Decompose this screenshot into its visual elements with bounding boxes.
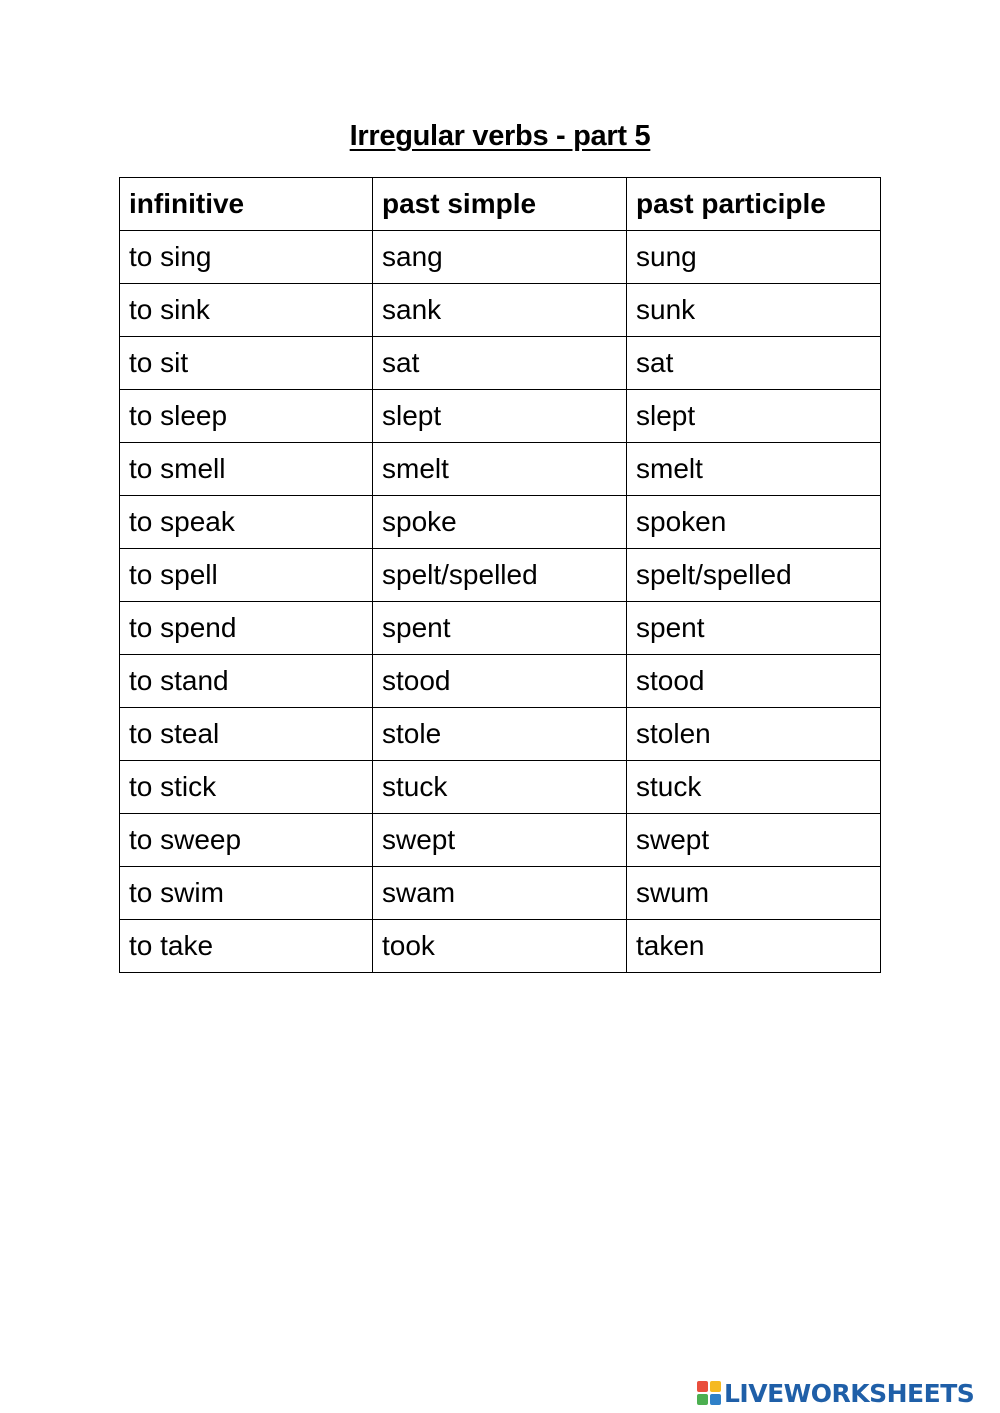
table-row [120,549,881,602]
past-participle-cell: swum [627,867,881,920]
past-participle-cell: swept [627,814,881,867]
infinitive-cell: to spell [120,549,373,602]
table-row [120,284,881,337]
table-row [120,867,881,920]
past-participle-cell: stood [627,655,881,708]
infinitive-cell: to stand [120,655,373,708]
past-simple-cell: took [373,920,627,973]
table-row [120,496,881,549]
infinitive-cell: to steal [120,708,373,761]
past-simple-cell: stood [373,655,627,708]
past-participle-cell: sunk [627,284,881,337]
infinitive-cell: to sink [120,284,373,337]
infinitive-cell: to sing [120,231,373,284]
past-simple-cell: spelt/spelled [373,549,627,602]
infinitive-cell: to sit [120,337,373,390]
logo-square [710,1381,721,1392]
infinitive-cell: to speak [120,496,373,549]
past-simple-cell: spent [373,602,627,655]
logo-square [697,1394,708,1405]
past-participle-cell: sung [627,231,881,284]
table-row [120,761,881,814]
infinitive-cell: to swim [120,867,373,920]
header-past-participle: past participle [627,178,881,231]
past-simple-cell: stole [373,708,627,761]
past-participle-cell: spoken [627,496,881,549]
past-participle-cell: smelt [627,443,881,496]
infinitive-cell: to take [120,920,373,973]
table-row [120,231,881,284]
page-title: Irregular verbs - part 5 [349,120,651,152]
logo-square [710,1394,721,1405]
past-participle-cell: spent [627,602,881,655]
table-row [120,443,881,496]
table-row [120,814,881,867]
past-simple-cell: stuck [373,761,627,814]
infinitive-cell: to spend [120,602,373,655]
infinitive-cell: to smell [120,443,373,496]
header-infinitive: infinitive [120,178,373,231]
infinitive-cell: to sleep [120,390,373,443]
past-simple-cell: swam [373,867,627,920]
table-row [120,708,881,761]
table-row [120,602,881,655]
table-row [120,920,881,973]
table-row [120,655,881,708]
table-row [120,390,881,443]
past-simple-cell: swept [373,814,627,867]
liveworksheets-watermark [697,1378,974,1408]
past-simple-cell: smelt [373,443,627,496]
header-past-simple: past simple [373,178,627,231]
past-participle-cell: spelt/spelled [627,549,881,602]
past-simple-cell: spoke [373,496,627,549]
past-participle-cell: slept [627,390,881,443]
past-simple-cell: sat [373,337,627,390]
table-header-row [120,178,881,231]
verb-table [119,177,881,973]
infinitive-cell: to stick [120,761,373,814]
past-participle-cell: taken [627,920,881,973]
past-participle-cell: sat [627,337,881,390]
watermark-text: LIVEWORKSHEETS [724,1378,975,1408]
logo-square [697,1381,708,1392]
table-row [120,337,881,390]
liveworksheets-logo-icon [697,1381,721,1405]
past-simple-cell: sang [373,231,627,284]
past-simple-cell: slept [373,390,627,443]
past-simple-cell: sank [373,284,627,337]
past-participle-cell: stuck [627,761,881,814]
infinitive-cell: to sweep [120,814,373,867]
past-participle-cell: stolen [627,708,881,761]
